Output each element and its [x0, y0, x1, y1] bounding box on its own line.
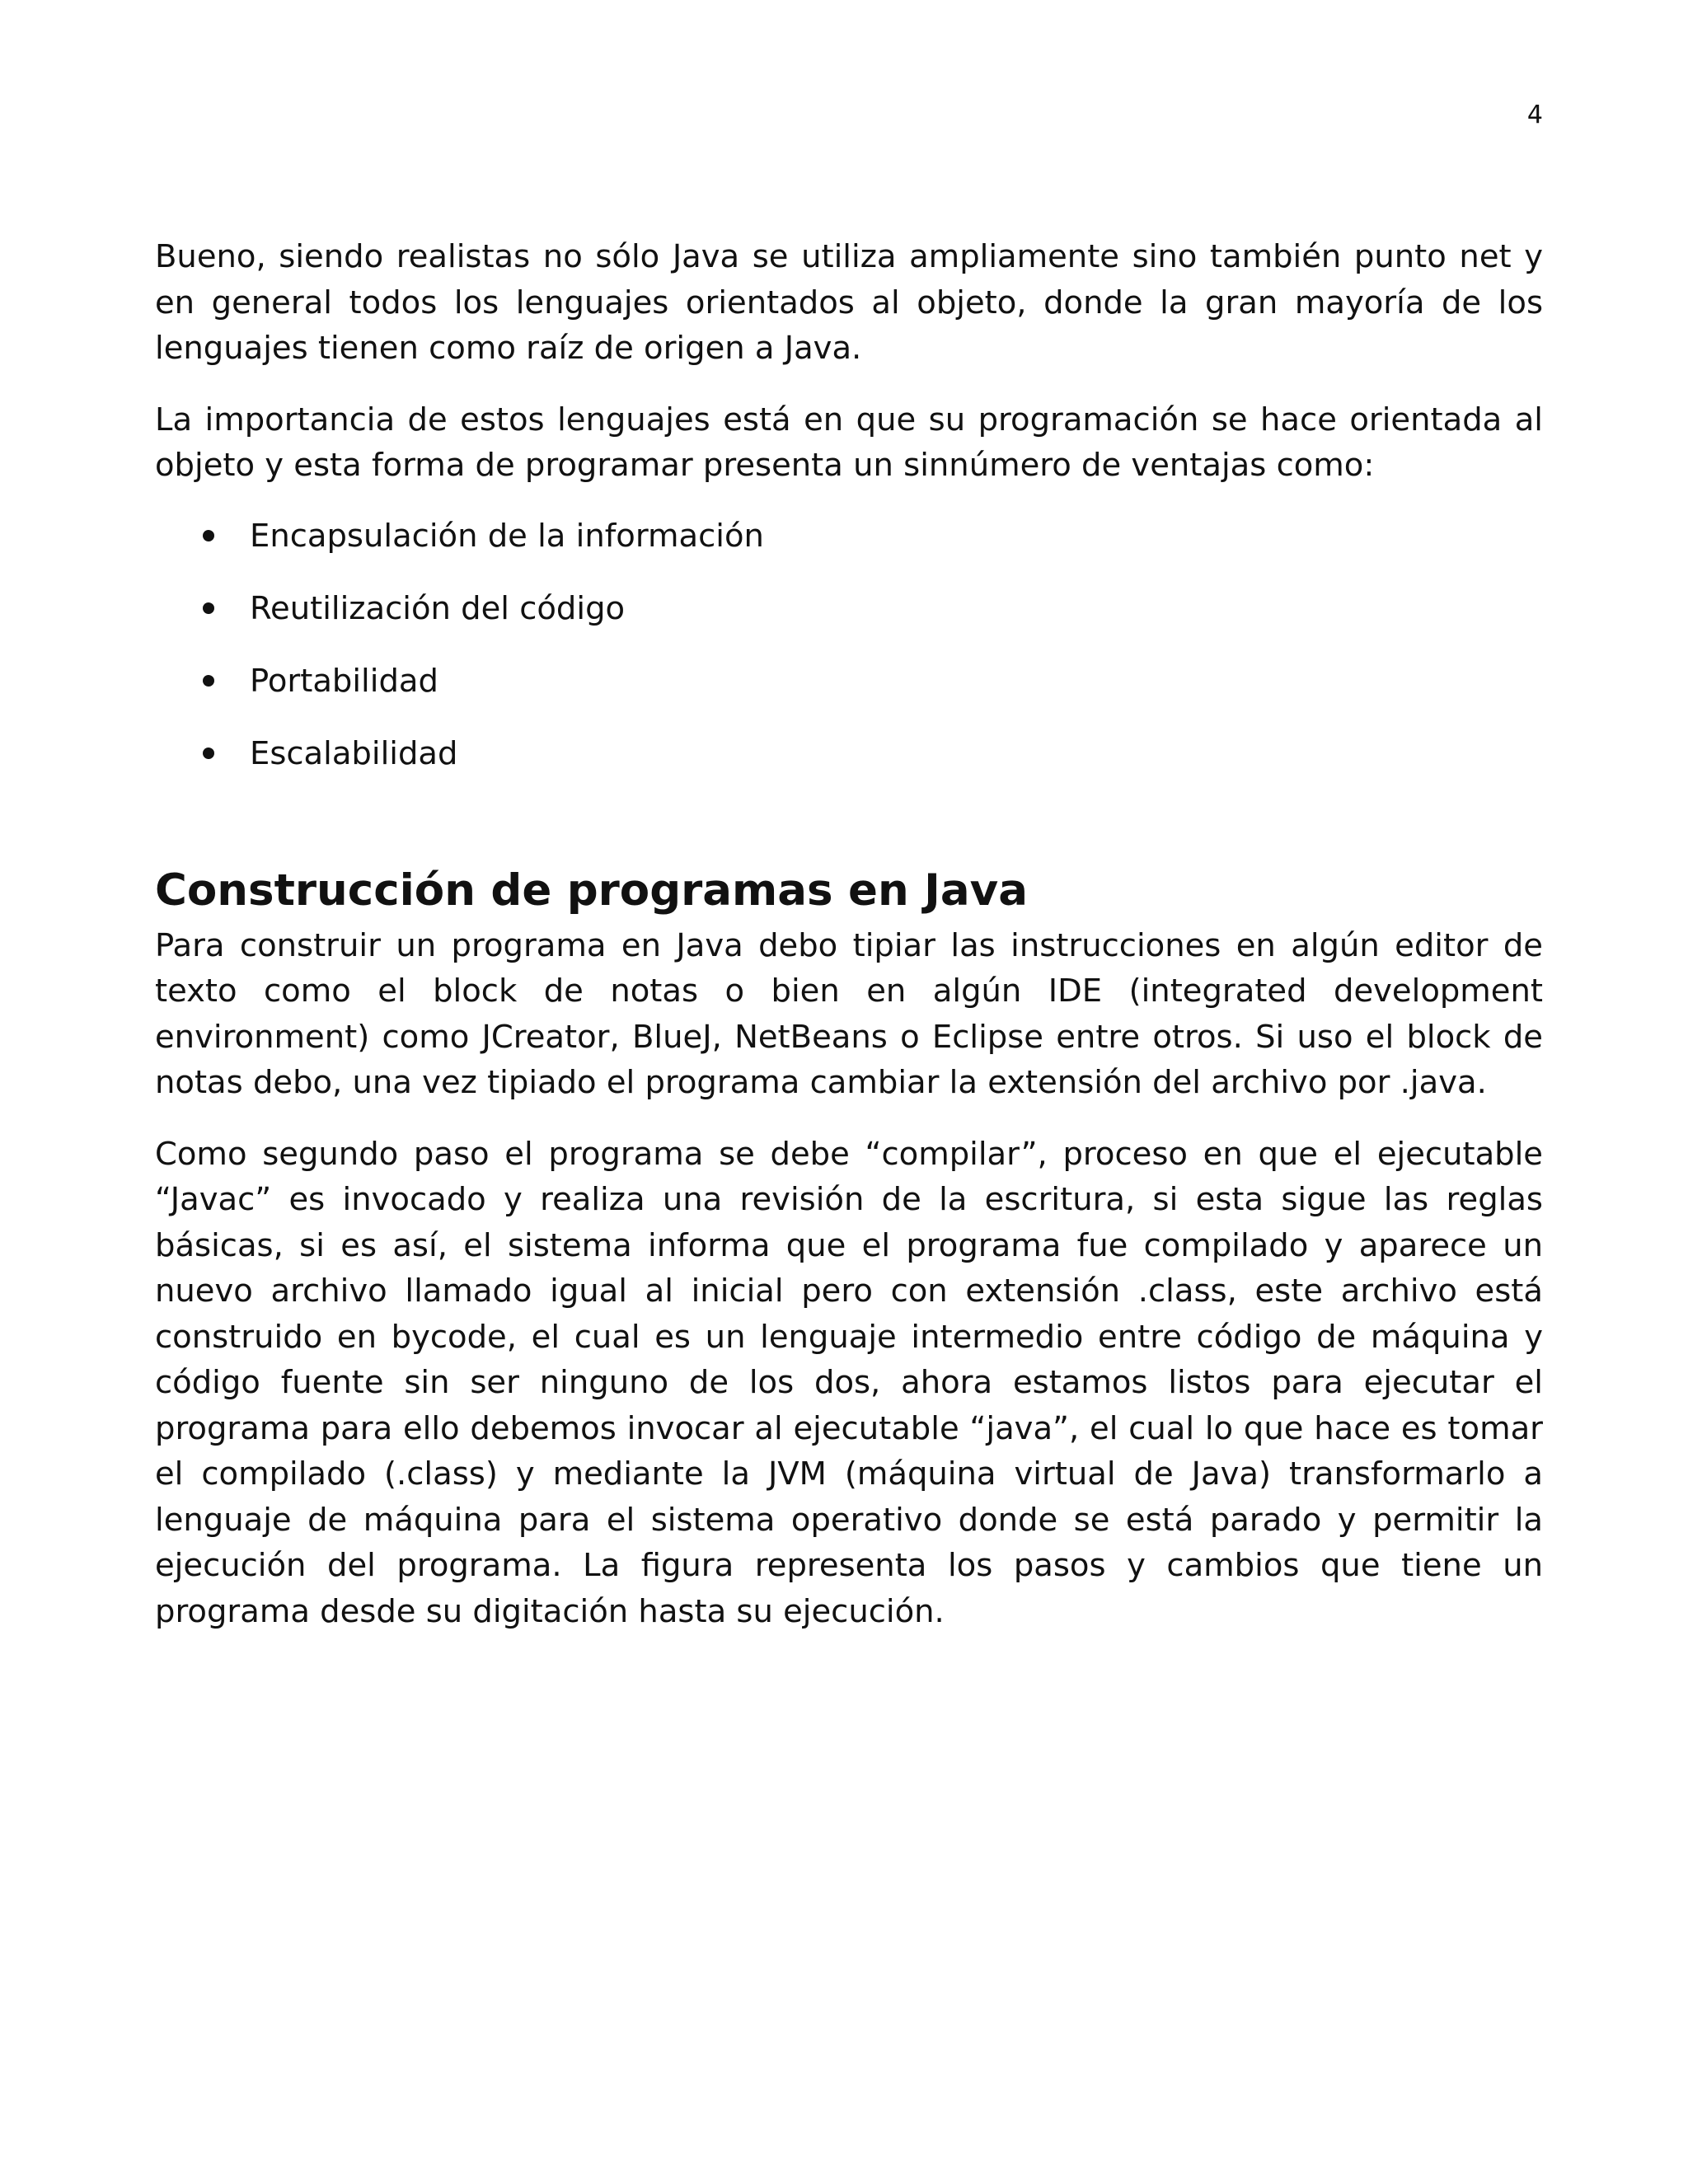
list-item: [155, 586, 1543, 631]
bullet-icon: [203, 748, 214, 759]
list-item-text: Reutilización del código: [250, 589, 626, 627]
intro-paragraph-2: La importancia de estos lenguajes está en que su programación se hace orientada al objeto y esta forma de programar presenta un sinnúmero de ventajas como:: [155, 401, 1543, 484]
intro-paragraph-1: Bueno, siendo realistas no sólo Java se utiliza ampliamente sino también punto net y en general todos los lenguajes orientados al objeto, donde la gran mayoría de los lenguajes tienen como raíz de origen a Java.: [155, 238, 1543, 367]
advantages-list: [155, 513, 1543, 776]
page-number: 4: [1526, 101, 1543, 129]
list-item-text: Portabilidad: [250, 662, 438, 700]
bullet-icon: [203, 675, 214, 687]
section-paragraph-2: Como segundo paso el programa se debe “compilar”, proceso en que el ejecutable “Javac” es invocado y realiza una revisión de la escritura, si esta sigue las reglas básicas, si es así, el sistema informa que el programa fue compilado y aparece un nuevo archivo llamado igual al inicial pero con extensión .class, este archivo está construido en bycode, el cual es un lenguaje intermedio entre código de máquina y código fuente sin ser ninguno de los dos, ahora estamos listos para ejecutar el programa para ello debemos invocar al ejecutable “java”, el cual lo que hace es tomar el compilado (.class) y mediante la JVM (máquina virtual de Java) transformarlo a lenguaje de máquina para el sistema operativo donde se está parado y permitir la ejecución del programa. La figura representa los pasos y cambios que tiene un programa desde su digitación hasta su ejecución.: [155, 1135, 1543, 1630]
bullet-icon: [203, 602, 214, 614]
list-item: [155, 513, 1543, 559]
section-paragraph-1: Para construir un programa en Java debo tipiar las instrucciones en algún editor de texto como el block de notas o bien en algún IDE (integrated development environment) como JCreator, BlueJ, NetBeans o Eclipse entre otros. Si uso el block de notas debo, una vez tipiado el programa cambiar la extensión del archivo por .java.: [155, 926, 1543, 1101]
list-item-text: Encapsulación de la información: [250, 517, 764, 555]
list-item-text: Escalabilidad: [250, 734, 458, 772]
bullet-icon: [203, 530, 214, 541]
page-content: [155, 234, 1543, 1634]
list-item: [155, 731, 1543, 776]
section-heading: Construcción de programas en Java: [155, 865, 1028, 916]
list-item: [155, 658, 1543, 704]
